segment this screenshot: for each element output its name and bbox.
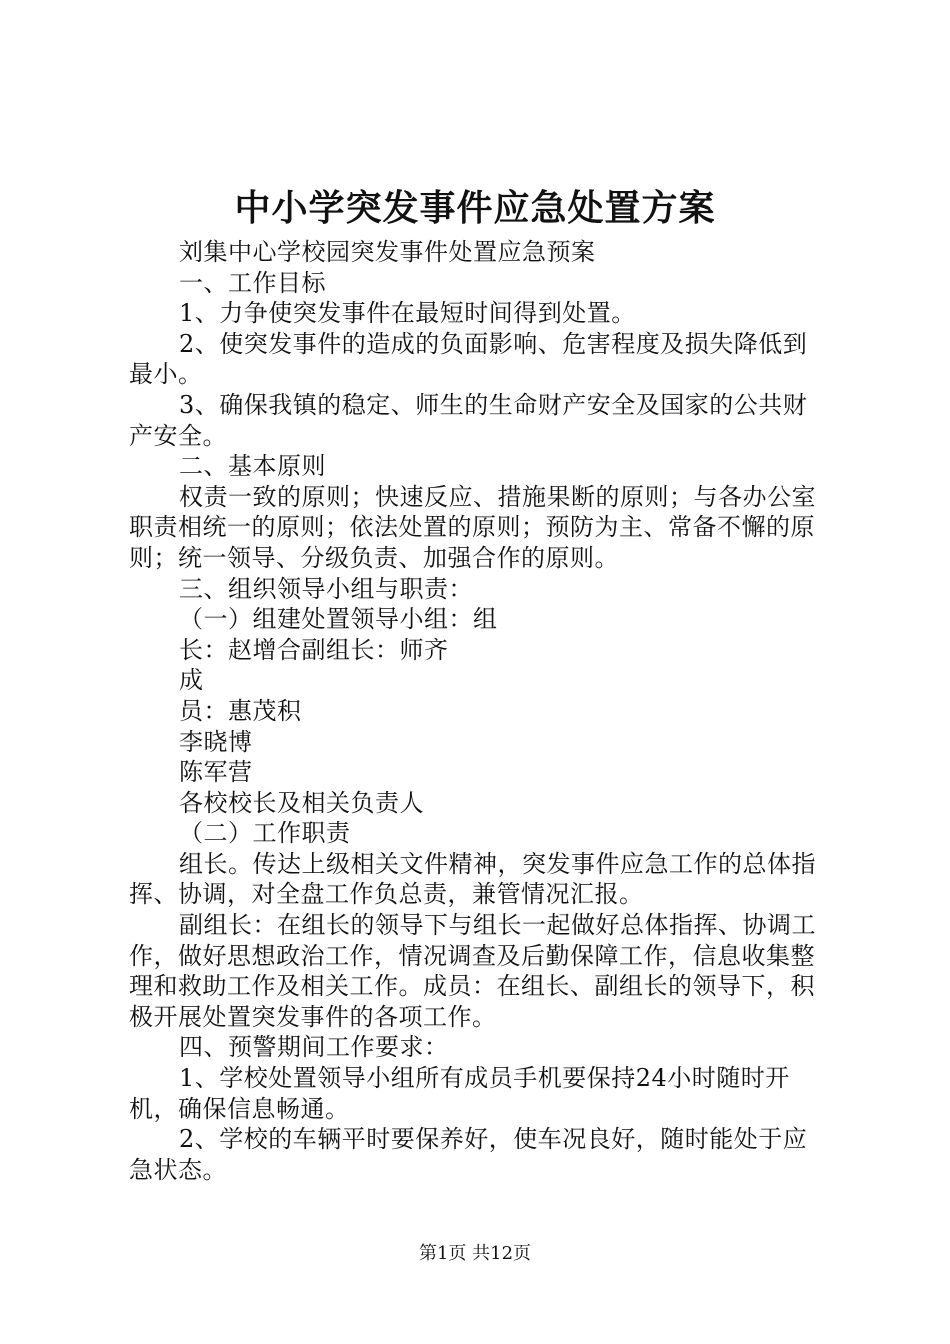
paragraph-members-label: 成 bbox=[179, 666, 204, 695]
page-number: 第1页 共12页 bbox=[418, 1243, 532, 1264]
document-title: 中小学突发事件应急处置方案 bbox=[234, 187, 716, 229]
paragraph-requirement-1: 1、学校处置领导小组所有成员手机要保持24小时随时开机，确保信息畅通。 bbox=[129, 1064, 790, 1123]
paragraph-requirement-2: 2、学校的车辆平时要保养好，使车况良好，随时能处于应急状态。 bbox=[129, 1125, 808, 1184]
subheading-responsibilities: （二）工作职责 bbox=[179, 819, 351, 848]
subheading-leadership-group: （一）组建处置领导小组：组 bbox=[179, 605, 498, 634]
paragraph-member-1: 员：惠茂积 bbox=[179, 696, 302, 725]
paragraph-goal-3: 3、确保我镇的稳定、师生的生命财产安全及国家的公共财产安全。 bbox=[129, 390, 808, 450]
heading-warning-requirements: 四、预警期间工作要求： bbox=[179, 1033, 449, 1062]
paragraph-plan-name: 刘集中心学校园突发事件处置应急预案 bbox=[179, 238, 596, 266]
paragraph-group-leaders: 长：赵增合副组长：师齐 bbox=[179, 635, 449, 664]
paragraph-member-4: 各校校长及相关负责人 bbox=[179, 788, 424, 817]
paragraph-deputy-duty: 副组长：在组长的领导下与组长一起做好总体指挥、协调工作，做好思想政治工作，情况调查及后勤保障工作，信息收集整理和救助工作及相关工作。成员：在组长、副组长的领导下，积极开展处置突发事件的各项工作。 bbox=[129, 911, 816, 1031]
heading-basic-principles: 二、基本原则 bbox=[179, 452, 326, 481]
heading-organization: 三、组织领导小组与职责： bbox=[179, 574, 473, 603]
paragraph-goal-2: 2、使突发事件的造成的负面影响、危害程度及损失降低到最小。 bbox=[129, 329, 808, 389]
paragraph-leader-duty: 组长。传达上级相关文件精神，突发事件应急工作的总体指挥、协调，对全盘工作负总责，兼管情况汇报。 bbox=[129, 849, 816, 909]
paragraph-member-2: 李晓博 bbox=[179, 727, 253, 756]
heading-work-goals: 一、工作目标 bbox=[179, 268, 326, 297]
paragraph-member-3: 陈军营 bbox=[179, 758, 253, 787]
paragraph-principles: 权责一致的原则；快速反应、措施果断的原则；与各办公室职责相统一的原则；依法处置的原则；预防为主、常备不懈的原则；统一领导、分级负责、加强合作的原则。 bbox=[129, 482, 816, 572]
document-body bbox=[129, 237, 829, 1185]
paragraph-goal-1: 1、力争使突发事件在最短时间得到处置。 bbox=[179, 299, 636, 328]
